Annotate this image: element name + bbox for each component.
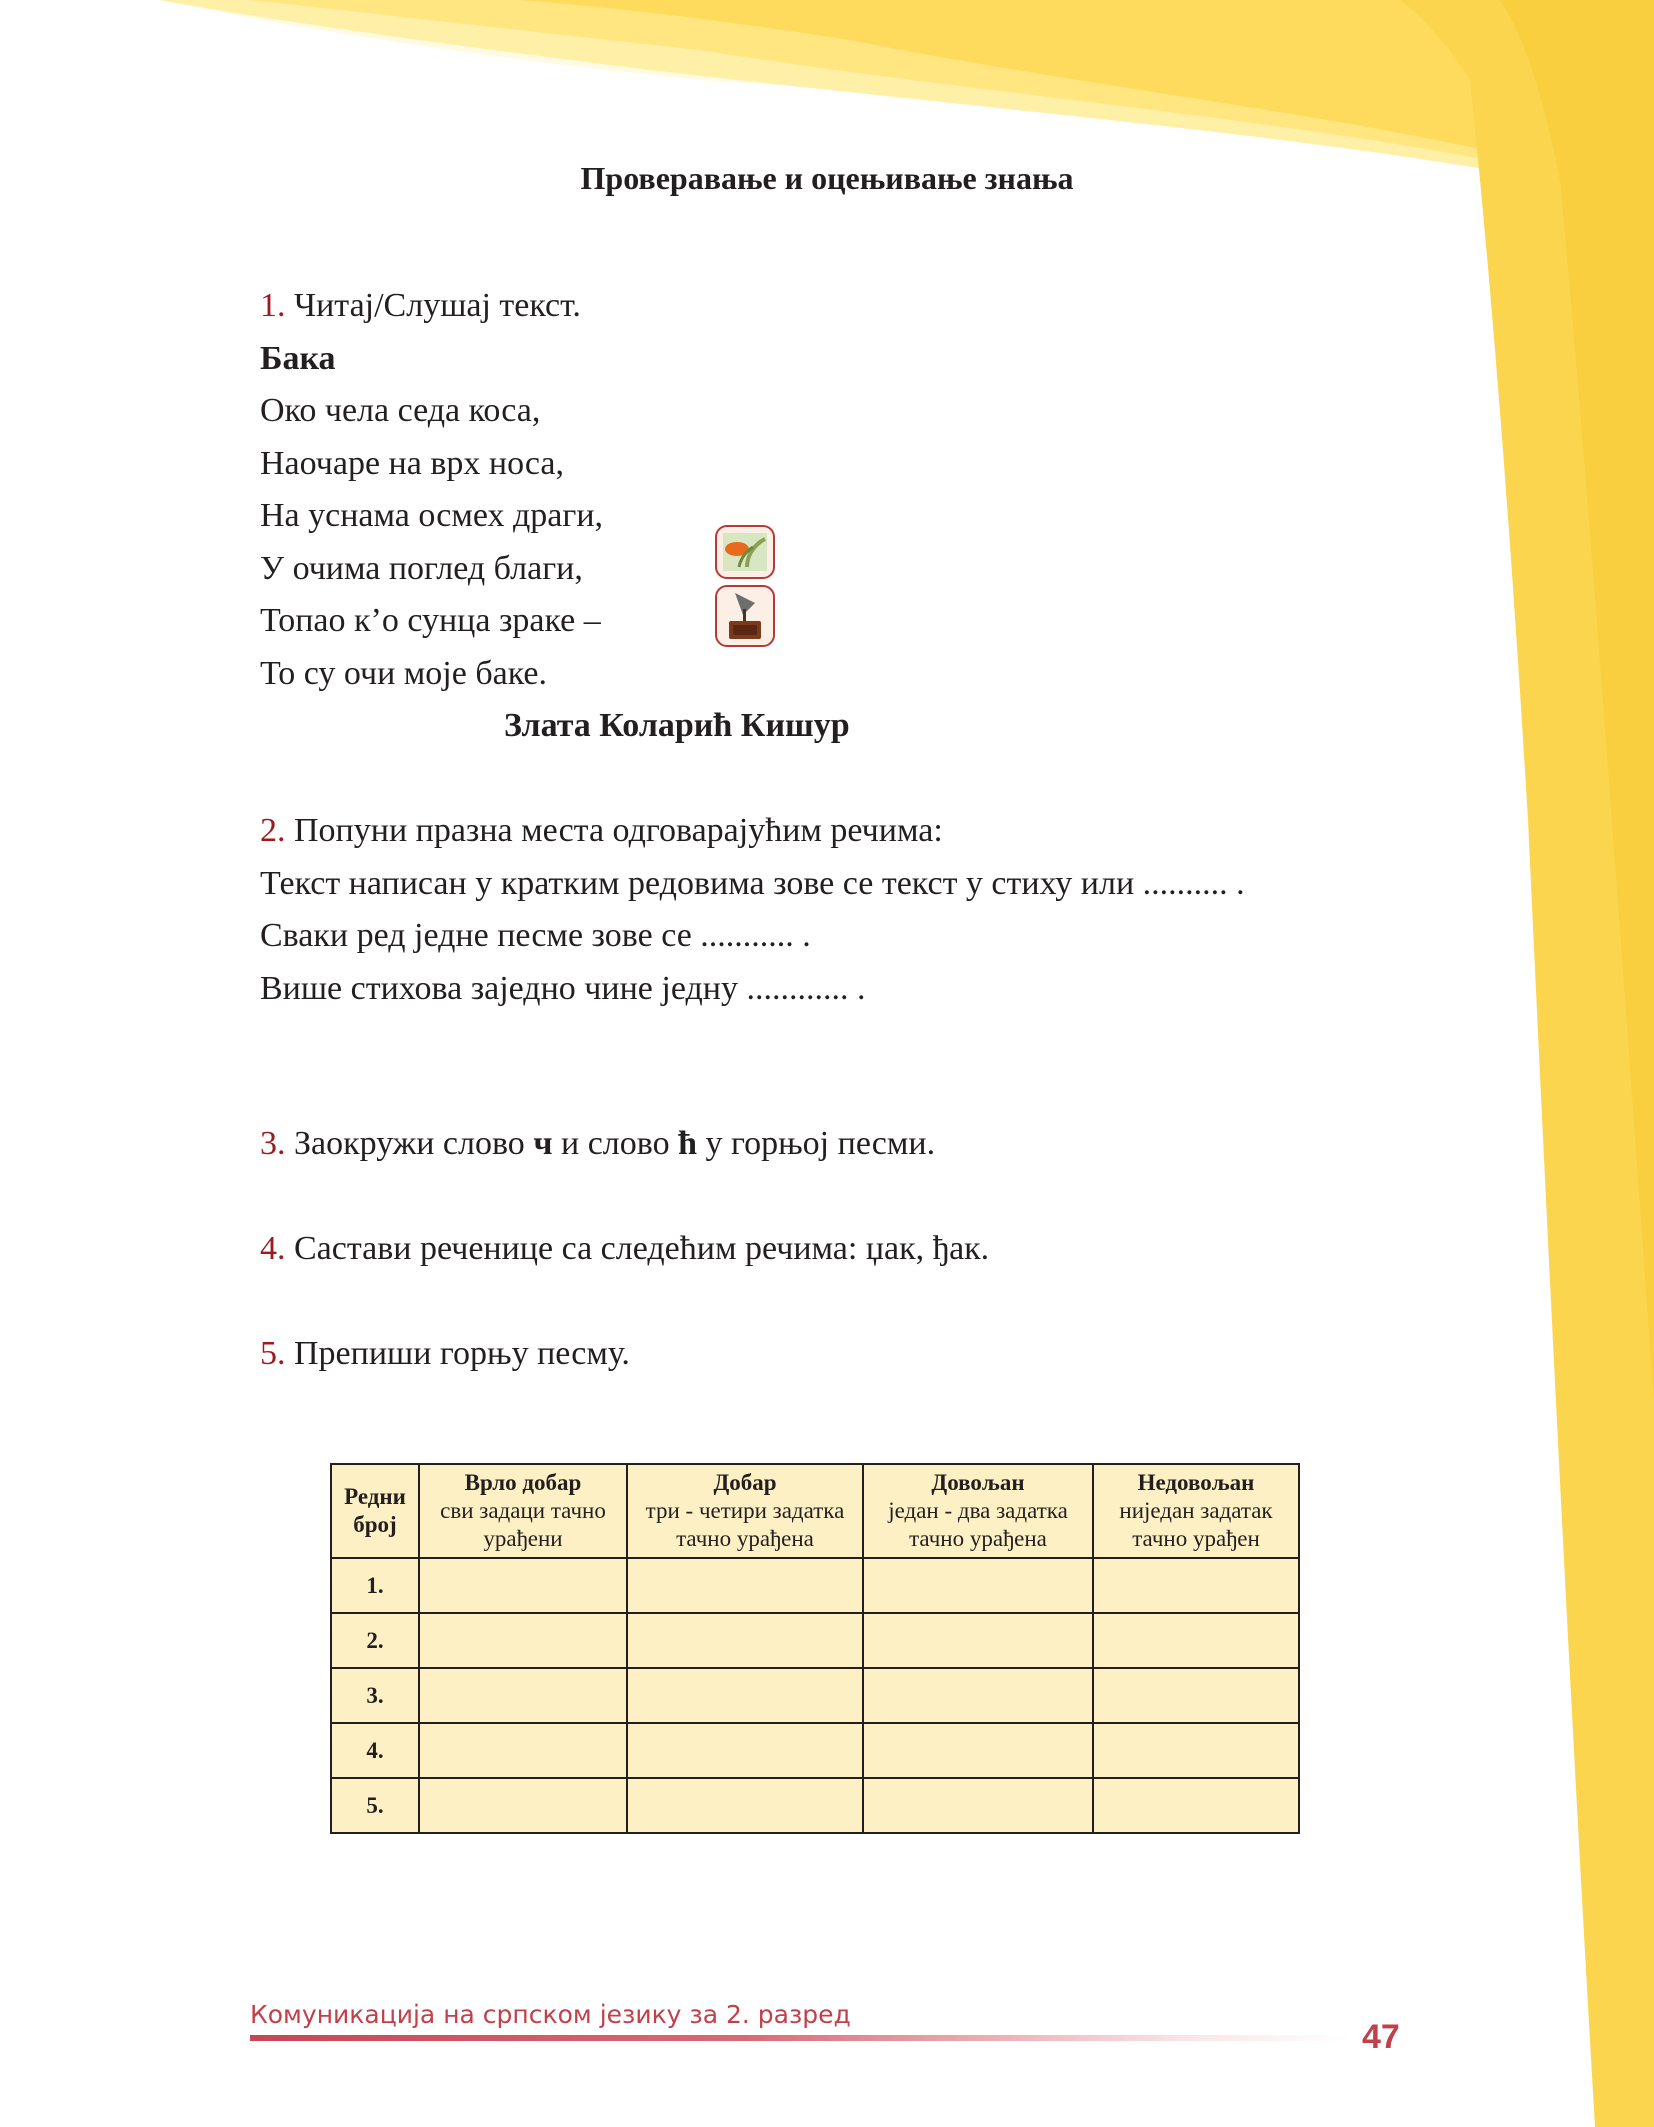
header-rank <box>331 1464 419 1558</box>
spacer <box>260 753 1360 806</box>
grade-cell[interactable] <box>1093 1668 1299 1723</box>
header-title: Врло добар <box>464 1470 582 1495</box>
grade-cell[interactable] <box>627 1558 863 1613</box>
header-desc: сви задаци тачно урађени <box>440 1498 606 1551</box>
grade-cell[interactable] <box>1093 1613 1299 1668</box>
page-title: Проверавање и оцењивање знања <box>580 160 1074 196</box>
header-very-good <box>419 1464 627 1558</box>
footer-rule <box>250 2035 1350 2041</box>
fill-in-line: Текст написан у кратким редовима зове се текст у стиху или .......... . <box>260 864 1245 902</box>
grade-cell[interactable] <box>863 1558 1093 1613</box>
poem-line: Наочаре на врх носа, <box>260 444 565 482</box>
row-number: 5. <box>331 1778 419 1833</box>
grade-cell[interactable] <box>863 1668 1093 1723</box>
image-icon[interactable] <box>715 525 775 579</box>
header-desc: три - четири задатка тачно урађена <box>645 1498 845 1551</box>
task-3-pre: Заокружи слово <box>285 1125 534 1162</box>
poem-line: То су очи моје баке. <box>260 654 547 692</box>
header-title: Довољан <box>931 1470 1025 1495</box>
header-desc: један - два задатка тачно урађена <box>888 1498 1068 1551</box>
fill-in-line: Више стихова заједно чине једну ............ . <box>260 969 866 1007</box>
grade-cell[interactable] <box>419 1668 627 1723</box>
grade-cell[interactable] <box>1093 1558 1299 1613</box>
grade-cell[interactable] <box>627 1668 863 1723</box>
task-1-instruction <box>260 280 1360 333</box>
task-5 <box>260 1335 630 1373</box>
grade-cell[interactable] <box>627 1723 863 1778</box>
gramophone-glyph <box>717 587 773 645</box>
poem-title: Бака <box>260 339 336 377</box>
fill-in-line: Сваки ред једне песме зове се ........... . <box>260 917 811 954</box>
letter-ch: ч <box>533 1125 553 1162</box>
task-2-instruction <box>260 805 1360 858</box>
grade-cell[interactable] <box>863 1778 1093 1833</box>
gramophone-icon[interactable] <box>715 585 775 647</box>
poem-author: Злата Коларић Кишур <box>504 707 850 744</box>
header-title: Редни број <box>344 1484 406 1537</box>
row-number: 4. <box>331 1723 419 1778</box>
main-content <box>260 280 1360 1015</box>
grade-cell[interactable] <box>1093 1723 1299 1778</box>
table-header-row <box>331 1464 1299 1558</box>
task-3 <box>260 1125 935 1163</box>
task-5-text: Препиши горњу песму. <box>294 1335 630 1372</box>
table-row <box>331 1723 1299 1778</box>
page-number: 47 <box>1362 2018 1400 2056</box>
grade-cell[interactable] <box>627 1613 863 1668</box>
task-1-text <box>286 287 295 324</box>
grade-cell[interactable] <box>419 1613 627 1668</box>
picture-glyph <box>717 527 773 577</box>
footer-book-title: Комуникација на српском језику за 2. разред <box>250 2000 851 2029</box>
grade-cell[interactable] <box>627 1778 863 1833</box>
grade-cell[interactable] <box>1093 1778 1299 1833</box>
letter-tj: ћ <box>678 1125 697 1162</box>
table-row <box>331 1778 1299 1833</box>
row-number: 3. <box>331 1668 419 1723</box>
row-number: 2. <box>331 1613 419 1668</box>
table-row <box>331 1558 1299 1613</box>
header-desc: ниједан задатак тачно урађен <box>1119 1498 1273 1551</box>
header-title: Добар <box>713 1470 777 1495</box>
task-2-label: Попуни празна места одговарајућим речима: <box>294 812 943 849</box>
task-4-text: Састави реченице са следећим речима: џак, ђак. <box>294 1230 990 1267</box>
task-3-post: у горњој песми. <box>697 1125 936 1162</box>
grade-cell[interactable] <box>419 1723 627 1778</box>
task-number: 2. <box>260 812 286 849</box>
poem-line: Топао к’о сунца зраке – <box>260 602 601 639</box>
task-3-mid: и слово <box>552 1125 679 1162</box>
table-row <box>331 1613 1299 1668</box>
grade-cell[interactable] <box>863 1723 1093 1778</box>
header-sufficient <box>863 1464 1093 1558</box>
poem-line: Око чела седа коса, <box>260 392 541 429</box>
row-number: 1. <box>331 1558 419 1613</box>
task-number: 1. <box>260 287 286 324</box>
task-1-label: Читај/Слушај текст. <box>294 287 581 324</box>
table-row <box>331 1668 1299 1723</box>
poem-line: На уснама осмех драги, <box>260 497 604 534</box>
grade-cell[interactable] <box>863 1613 1093 1668</box>
grade-cell[interactable] <box>419 1558 627 1613</box>
header-good <box>627 1464 863 1558</box>
poem-line: У очима поглед благи, <box>260 549 583 587</box>
header-title: Недовољан <box>1137 1470 1255 1495</box>
task-number: 3. <box>260 1125 286 1162</box>
task-number: 5. <box>260 1335 286 1372</box>
grade-cell[interactable] <box>419 1778 627 1833</box>
header-insufficient <box>1093 1464 1299 1558</box>
task-number: 4. <box>260 1230 286 1267</box>
grading-table <box>330 1463 1300 1834</box>
task-4 <box>260 1230 989 1268</box>
